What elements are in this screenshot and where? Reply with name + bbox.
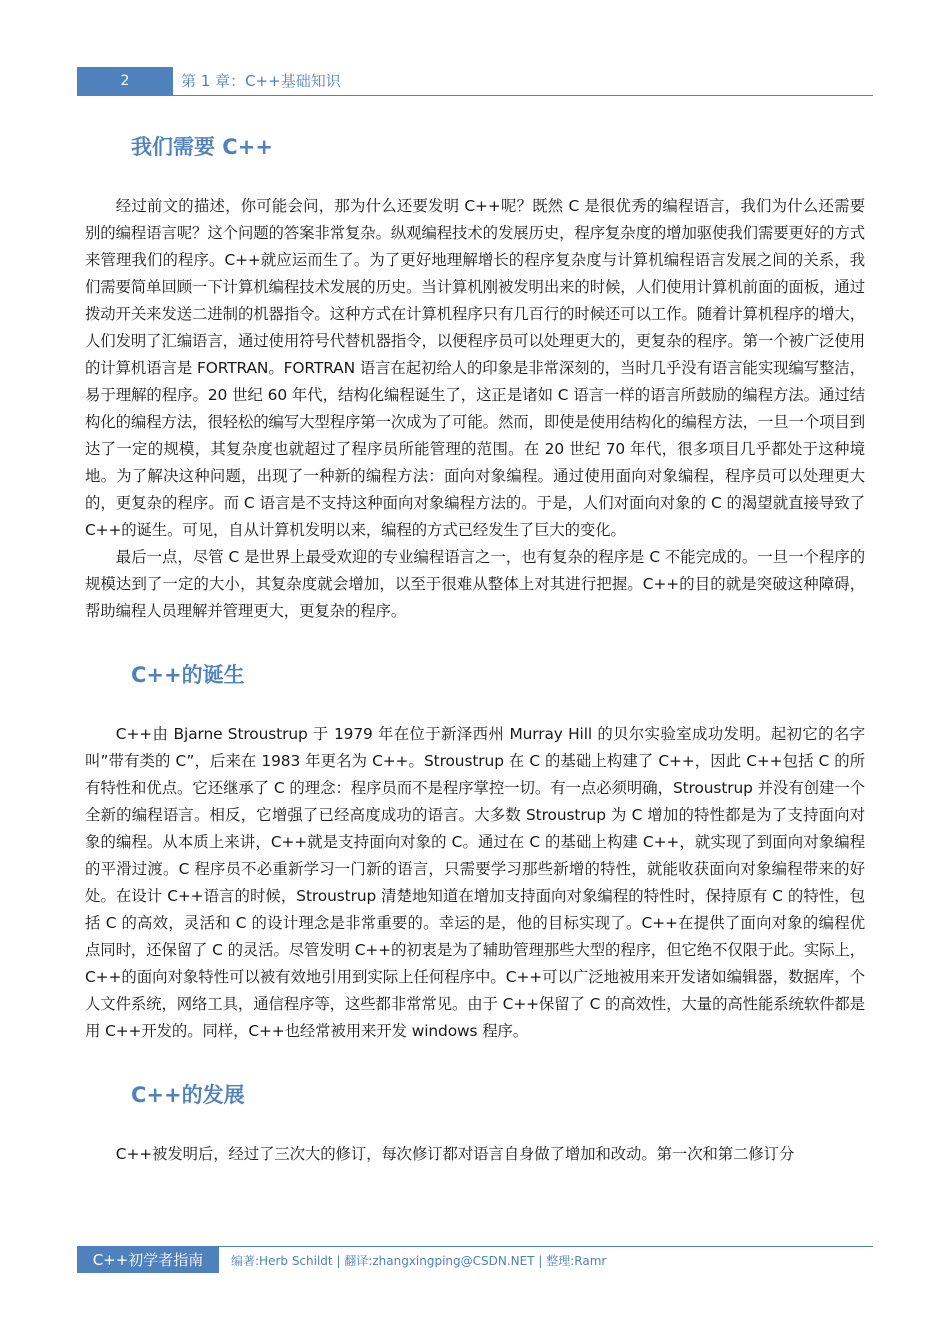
paragraph: C++由 Bjarne Stroustrup 于 1979 年在位于新泽西州 Murray Hill 的贝尔实验室成功发明。起初它的名字叫”带有类的 C”，后来在 1983 年更名为 C++。Stroustrup 在 C 的基础上构建了 C++，因此 C++包括 C 的所有特性和优点。它还继承了 C 的理念：程序员而不是程序掌控一切。有一点必须明确，Stroustrup 并没有创建一个全新的编程语言。相反，它增强了已经高度成功的语言。大多数 Stroustrup 为 C 增加的特性都是为了支持面向对象的编程。从本质上来讲，C++就是支持面向对象的 C。通过在 C 的基础上构建 C++，就实现了到面向对象编程的平滑过渡。C 程序员不必重新学习一门新的语言，只需要学习那些新增的特性，就能收获面向对象编程带来的好处。在设计 C++语言的时候，Stroustrup 清楚地知道在增加支持面向对象编程的特性时，保持原有 C 的特性，包括 C 的高效，灵活和 C 的设计理念是非常重要的。幸运的是，他的目标实现了。C++在提供了面向对象的编程优点同时，还保留了 C 的灵活。尽管发明 C++的初衷是为了辅助管理那些大型的程序，但它绝不仅限于此。实际上，C++的面向对象特性可以被有效地引用到实际上任何程序中。C++可以广泛地被用来开发诸如编辑器，数据库，个人文件系统，网络工具，通信程序等，这些都非常常见。由于 C++保留了 C 的高效性，大量的高性能系统软件都是用 C++开发的。同样，C++也经常被用来开发 windows 程序。 [85, 725, 865, 1040]
paragraph: 经过前文的描述，你可能会问，那为什么还要发明 C++呢？既然 C 是很优秀的编程语言，我们为什么还需要别的编程语言呢？这个问题的答案非常复杂。纵观编程技术的发展历史，程序复杂度的增加驱使我们需要更好的方式来管理我们的程序。C++就应运而生了。为了更好地理解增长的程序复杂度与计算机编程语言发展之间的关系，我们需要简单回顾一下计算机编程技术发展的历史。当计算机刚被发明出来的时候，人们使用计算机前面的面板，通过拨动开关来发送二进制的机器指令。这种方式在计算机程序只有几百行的时候还可以工作。随着计算机程序的增大，人们发明了汇编语言，通过使用符号代替机器指令，以便程序员可以处理更大的，更复杂的程序。第一个被广泛使用的计算机语言是 FORTRAN。FORTRAN 语言在起初给人的印象是非常深刻的，当时几乎没有语言能实现编写整洁，易于理解的程序。20 世纪 60 年代，结构化编程诞生了，这正是诸如 C 语言一样的语言所鼓励的编程方法。通过结构化的编程方法，很轻松的编写大型程序第一次成为了可能。然而，即使是使用结构化的编程方法，一旦一个项目到达了一定的规模，其复杂度也就超过了程序员所能管理的范围。在 20 世纪 70 年代，很多项目几乎都处于这种境地。为了解决这种问题，出现了一种新的编程方法：面向对象编程。通过使用面向对象编程，程序员可以处理更大的，更复杂的程序。而 C 语言是不支持这种面向对象编程方法的。于是，人们对面向对象的 C 的渴望就直接导致了 C++的诞生。可见，自从计算机发明以来，编程的方式已经发生了巨大的变化。 [85, 197, 865, 539]
credits: 编著:Herb Schildt | 翻译:zhangxingping@CSDN.NET | 整理:Ramr [231, 1254, 607, 1268]
section-heading: C++的诞生 [131, 663, 245, 687]
page-header [77, 67, 873, 96]
chapter-title: 第 1 章：C++基础知识 [181, 72, 341, 90]
document-body [85, 125, 865, 1168]
paragraph: 最后一点，尽管 C 是世界上最受欢迎的专业编程语言之一，也有复杂的程序是 C 不能完成的。一旦一个程序的规模达到了一定的大小，其复杂度就会增加，以至于很难从整体上对其进行把握。C++的目的就是突破这种障碍，帮助编程人员理解并管理更大，更复杂的程序。 [85, 548, 865, 620]
section-why-cpp [85, 125, 865, 625]
section-cpp-birth [85, 653, 865, 1045]
section-heading: C++的发展 [131, 1083, 245, 1107]
page-footer [77, 1246, 873, 1273]
paragraph: C++被发明后，经过了三次大的修订，每次修订都对语言自身做了增加和改动。第一次和第二修订分 [115, 1145, 795, 1163]
section-heading: 我们需要 C++ [131, 135, 273, 159]
section-cpp-evolution [85, 1073, 865, 1168]
book-title: C++初学者指南 [77, 1247, 219, 1273]
page-number: 2 [77, 67, 173, 95]
